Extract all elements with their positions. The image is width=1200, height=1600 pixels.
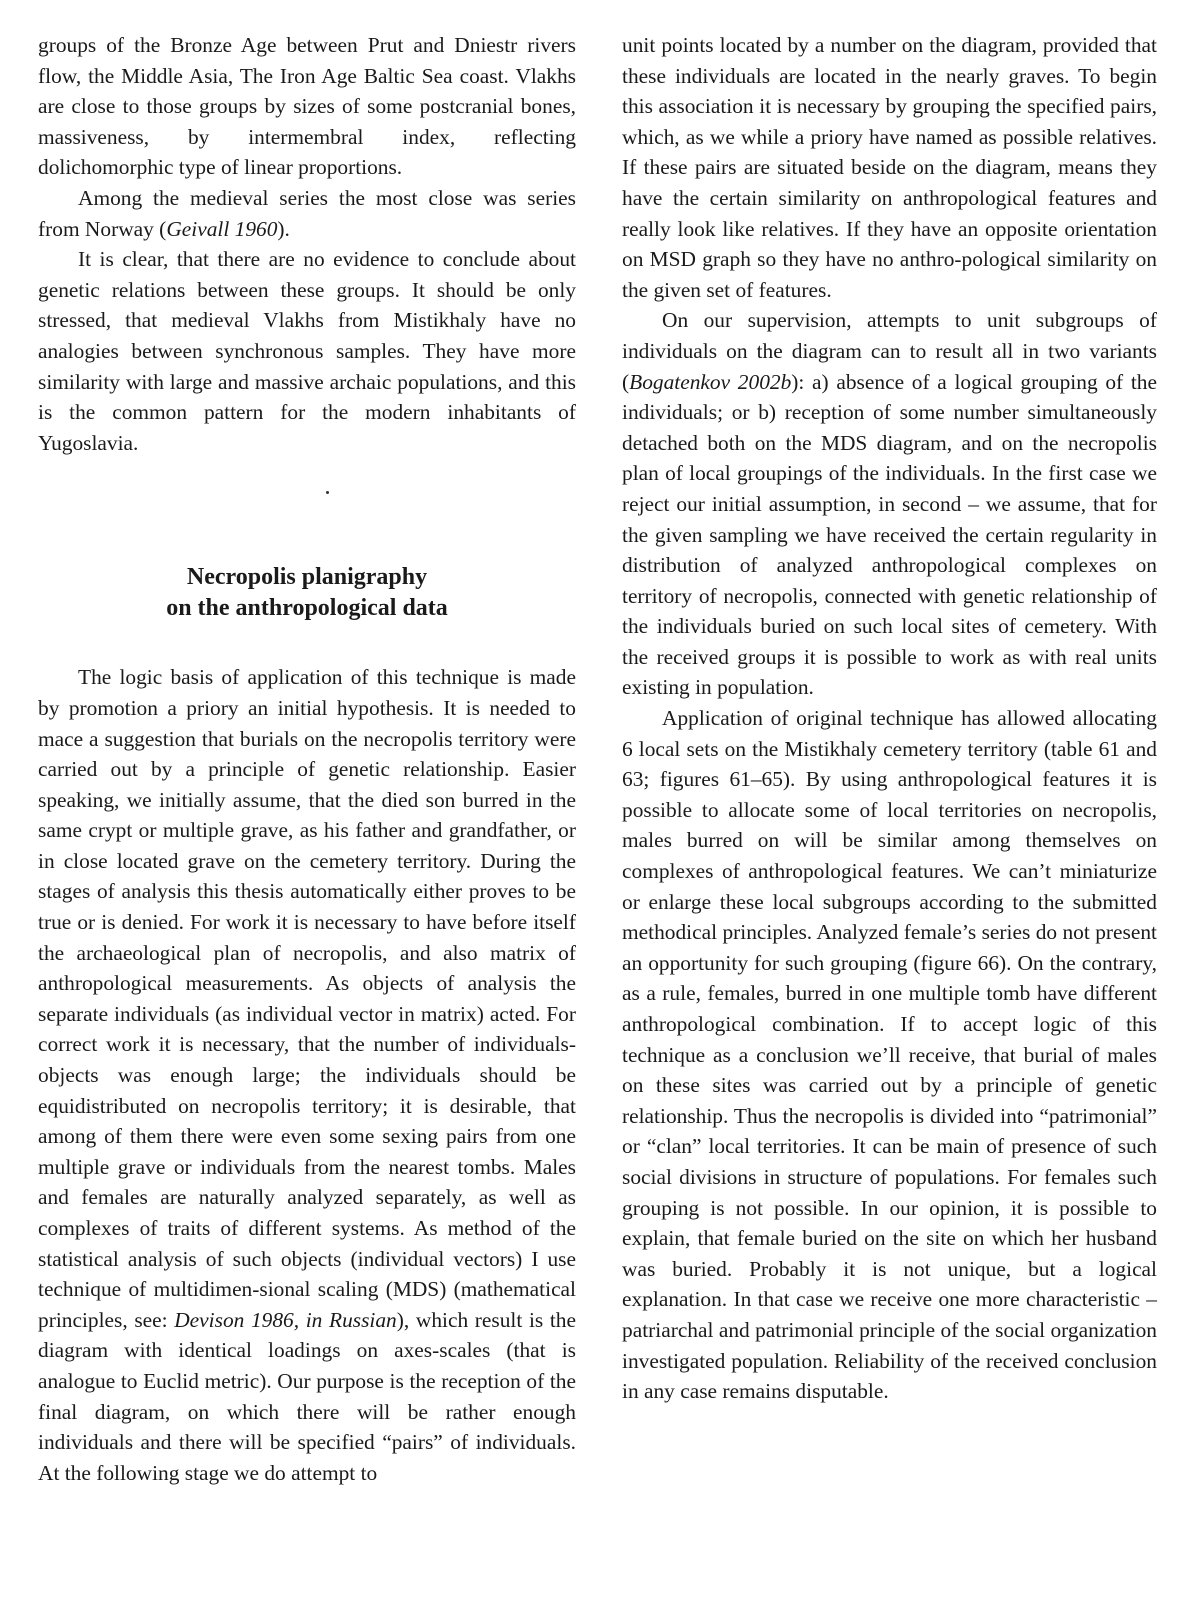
text-run: ), which result is the diagram with identical loadings on axes-scales (that is analogue to Euclid metric). Our purpose is the reception of the final diagram, on which there will be rather enough individuals and there will be specified “pairs” of individuals. At the following stage we do attempt to	[38, 1307, 576, 1485]
stray-dot	[326, 491, 329, 494]
citation: Geivall 1960	[166, 216, 278, 241]
paragraph: Application of original technique has allowed allocating 6 local sets on the Mistikhaly cemetery territory (table 61 and 63; figures 61–65). By using anthropological features it is possible to allocate some of local territories on necropolis, males burred on will be similar among themselves on complexes of anthropological features. We can’t miniaturize or enlarge these local subgroups according to the submitted methodical principles. Analyzed female’s series do not present an opportunity for such grouping (figure 66). On the contrary, as a rule, females, burred in one multiple tomb have different anthropological combination. If to accept logic of this technique as a conclusion we’ll receive, that burial of males on these sites was carried out by a principle of genetic relationship. Thus the necropolis is divided into “patrimonial” or “clan” local territories. It can be main of presence of such social divisions in structure of populations. For females such grouping is not possible. In our opinion, it is possible to explain, that female buried on the site on which her husband was buried. Probably it is not unique, but a logical explanation. In that case we receive one more characteristic – patriarchal and patrimonial principle of the social organization investigated population. Reliability of the received conclusion in any case remains disputable.	[622, 706, 1157, 1404]
text-run: Among the medieval series the most close was series from Norway (	[38, 185, 576, 241]
paragraph: groups of the Bronze Age between Prut and Dniestr rivers flow, the Middle Asia, The Iron Age Baltic Sea coast. Vlakhs are close to those groups by sizes of some postcranial bones, massiveness, by intermembral index, reflecting dolichomorphic type of linear proportions.	[38, 33, 576, 180]
text-run: On our supervision, attempts to unit subgroups of individuals on the diagram can to result all in two variants (	[622, 308, 1157, 394]
citation: Devison 1986, in Russian	[174, 1307, 397, 1332]
text-run: ).	[277, 216, 290, 241]
section-heading-line: on the anthropological data	[166, 595, 448, 622]
paragraph: unit points located by a number on the diagram, provided that these individuals are located in the nearly graves. To begin this association it is necessary by grouping the specified pairs, which, as we while a priory have named as possible relatives. If these pairs are situated beside on the diagram, means they have the certain similarity on anthropological features and really look like relatives. If they have an opposite orientation on MSD graph so they have no anthro-pological similarity on the given set of features.	[622, 33, 1157, 302]
paragraph	[38, 662, 576, 1488]
citation: Bogatenkov 2002b	[629, 369, 792, 394]
section-heading-line: Necropolis planigraphy	[186, 564, 428, 591]
text-run: ): a) absence of a logical grouping of the individuals; or b) reception of some number simultaneously detached both on the MDS diagram, and on the necropolis plan of local groupings of the individuals. In the first case we reject our initial assumption, in second – we assume, that for the given sampling we have received the certain regularity in distribution of analyzed anthropological complexes on territory of necropolis, connected with genetic relationship of the individuals buried on such local sites of cemetery. With the received groups it is possible to work as with real units existing in population.	[622, 369, 1157, 700]
paragraph: It is clear, that there are no evidence to conclude about genetic relations between these groups. It should be only stressed, that medieval Vlakhs from Mistikhaly have no analogies between synchronous samples. They have more similarity with large and massive archaic populations, and this is the common pattern for the modern inhabitants of Yugoslavia.	[38, 247, 576, 455]
right-column	[622, 30, 1157, 1407]
left-column	[38, 30, 576, 1488]
paragraph	[622, 305, 1157, 703]
paragraph	[38, 183, 576, 244]
section-heading	[38, 562, 576, 624]
text-run: The logic basis of application of this technique is made by promotion a priory an initial hypothesis. It is needed to mace a suggestion that burials on the necropolis territory were carried out by a principle of genetic relationship. Easier speaking, we initially assume, that the died son burred in the same crypt or multiple grave, as his father and grandfather, or in close located grave on the cemetery territory. During the stages of analysis this thesis automatically either proves to be true or is denied. For work it is necessary to have before itself the archaeological plan of necropolis, and also matrix of anthropological measurements. As objects of analysis the separate individuals (as individual vector in matrix) acted. For correct work it is necessary, that the number of individuals-objects was enough large; the individuals should be equidistributed on necropolis territory; it is desirable, that among of them there were even some sexing pairs from one multiple grave or individuals from the nearest tombs. Males and females are naturally analyzed separately, as well as complexes of traits of different systems. As method of the statistical analysis of such objects (individual vectors) I use technique of multidimen-sional scaling (MDS) (mathematical principles, see:	[38, 665, 576, 1332]
